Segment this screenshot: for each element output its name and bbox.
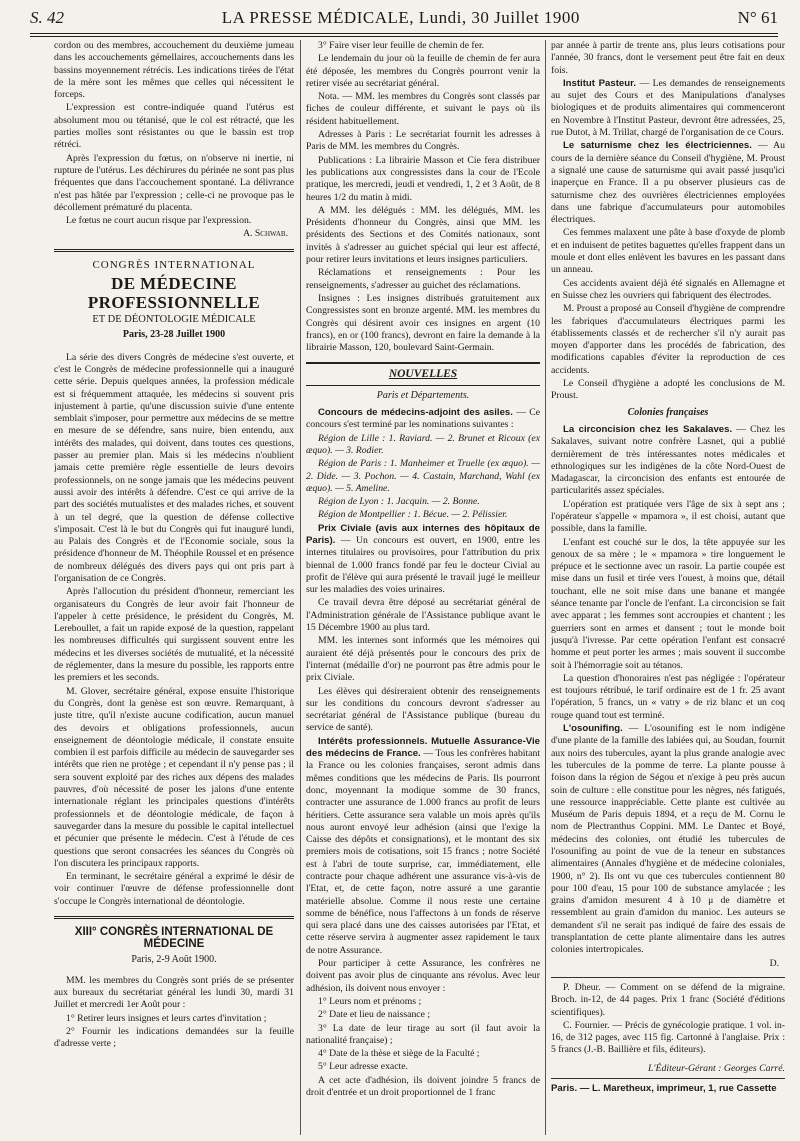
result-line: Région de Lille : 1. Raviard. — 2. Brunet et Ricoux (ex æquo). — 3. Rodier.: [306, 432, 540, 456]
nouvelles-title: NOUVELLES: [388, 368, 458, 381]
paragraph: Ces femmes malaxent une pâte à base d'oxyde de plomb et en induisent de petites baguettes qu'elles frappent dans un moule et dont elles enlèvent les bavures en les passant dans un anneau.: [551, 227, 785, 276]
paragraph: Ce travail devra être déposé au secrétariat général de l'Administration générale de l'Assistance publique avant le 15 Décembre 1900 au plus tard.: [306, 597, 540, 634]
printer-line: Paris. — L. Maretheux, imprimeur, 1, rue Cassette: [551, 1083, 777, 1095]
list-item: 1° Leurs nom et prénoms ;: [318, 995, 422, 1007]
paragraph: MM. les membres du Congrès sont priés de se présenter aux bureaux du secrétariat général les lundi 30, mardi 31 Juillet et mercredi 1er Août pour :: [54, 974, 294, 1011]
issue-number: N° 61: [737, 8, 778, 27]
paragraph: En terminant, le secrétaire général a exprimé le désir de voir continuer l'œuvre de défense professionnelle dont s'occupe le Congrès international de déontologie.: [54, 871, 294, 907]
section-separator: [54, 249, 294, 252]
editor-line: L'Éditeur-Gérant : Georges Carré.: [647, 1062, 785, 1074]
paragraph: MM. les internes sont informés que les mémoires qui auraient été déjà présentés pour le concours des prix de l'internat (médaille d'or) ne pourront pas être admis pour le prix Civiale.: [306, 635, 540, 684]
result-line: Région de Lyon : 1. Jacquin. — 2. Bonne.: [318, 496, 480, 508]
news-text: — Au cours de la dernière séance du Conseil d'hygiène, M. Proust a signalé une cause de saturnisme qui avait passé jusqu'ici inaperçue en France. Il a pu observer plusieurs cas de saturnisme chez des ouvrières électriciennes employées dans une fabrique d'accumulateurs pour automobiles électriques.: [551, 140, 785, 226]
paragraph: Le fœtus ne court aucun risque par l'expression.: [66, 215, 252, 227]
result-line: Région de Montpellier : 1. Bécue. — 2. Pélissier.: [318, 509, 508, 521]
news-heading: Prix Civiale (avis aux internes des hôpitaux de Paris).: [306, 522, 540, 546]
paragraph: Insignes : Les insignes distribués gratuitement aux Congressistes sont en bronze argenté. MM. les membres du Congrès qui désirent avoir ces insignes en argent (10 francs), en or (100 francs), devront en faire la demande à la librairie Masson, 120, boulevard Saint-Germain.: [306, 292, 540, 354]
congress2-date: Paris, 2-9 Août 1900.: [131, 953, 217, 965]
paragraph: Après l'allocution du président d'honneur, remerciant les organisateurs du Congrès de leur avoir fait l'honneur de l'appeler à cette présidence, le président du Congrès, M. Lereboullet, a fait un rapide exposé de la question, rappelant les nombreuses difficultés qui surgissent souvent entre les médecins et les diverses sociétés de mutualité, et la nécessité de réglementer, dans la mesure du possible, les rapports entre les premiers et les seconds.: [54, 586, 294, 684]
paragraph: 2° Fournir les indications demandées sur la feuille d'adresse verte ;: [54, 1026, 294, 1050]
paragraph: M. Proust a proposé au Conseil d'hygiène de comprendre les fabriques d'accumulateurs électriques parmi les établissements classés et de rechercher s'il n'y aurait pas moyen d'apporter dans les procédés de fabrication, des modifications capables d'éviter la reproduction de ces accidents.: [551, 303, 785, 376]
imprint-rule: [551, 1078, 785, 1079]
congress-title-line1: CONGRÈS INTERNATIONAL: [92, 258, 256, 271]
paragraph: Le lendemain du jour où la feuille de chemin de fer aura été déposée, les membres du Congrès pourront venir la retirer visée au secrétariat général.: [306, 53, 540, 89]
paragraph: Ces accidents avaient déjà été signalés en Allemagne et en Suisse chez les ouvriers qui fabriquent des électrodes.: [551, 277, 785, 301]
news-text: — Un concours est ouvert, en 1900, entre les internes titulaires ou provisoires, pour l'attribution du prix biennal de 1.000 francs fondé par feu le docteur Civial au profit de l'élève qui aura présenté le travail jugé le meilleur sur les maladies des voies urinaires.: [306, 534, 540, 596]
page-number: S. 42: [30, 8, 64, 27]
journal-title: LA PRESSE MÉDICALE, Lundi, 30 Juillet 1900: [221, 8, 580, 27]
bibliography-entry: C. Fournier. — Précis de gynécologie pratique. 1 vol. in-16, de 312 pages, avec 115 fig. Cartonné à l'anglaise. Prix : 5 francs (J.-B. Baillière et fils, éditeurs).: [551, 1019, 785, 1056]
news-heading: L'osounifing.: [563, 723, 623, 735]
list-item: 2° Date et lieu de naissance ;: [318, 1009, 431, 1021]
news-heading: Intérêts professionnels. Mutuelle Assurance-Vie des médecins de France.: [306, 735, 540, 760]
paragraph: L'opération est pratiquée vers l'âge de six à sept ans ; l'opérateur s'appelle « mpamora », il est choisi, autant que possible, dans la famille.: [551, 498, 785, 535]
nouvelles-box: [306, 362, 540, 385]
column-rule: [545, 40, 546, 1135]
paragraph: L'enfant est couché sur le dos, la tête appuyée sur les genoux de sa mère ; le « mpamora » tire longuement le prépuce et le sectionne avec un rasoir. La partie coupée est mise dans un fusil et tirée vers l'ouest, à moins que, détail touchant, elle ne soit mise dans une banane et mangée séance tenante par l'oncle de l'enfant. La circoncision se fait avec apparat ; les femmes sont accroupies et chantent ; les guerriers sont en armes et dansent ; tout le monde boit jusqu'à l'ivresse. Par cette opération l'enfant est consacré homme et peut porter les armes ; mais souvent il succombe soit à l'hémorragie soit au tétanos.: [551, 536, 785, 671]
paragraph: Publications : La librairie Masson et Cie fera distribuer les publications aux congressistes dans la cour de l'Ecole pratique, les mercredi, jeudi et vendredi, 1, 2 et 3 Août, de 8 heures 1/2 du matin à midi.: [306, 154, 540, 203]
news-text: — L'osounifing est le nom indigène d'une plante de la famille des labiées qui, au Soudan, fournit aux noirs des tubercules, ayant la plus grande analogie avec les tubercules de la pomme de terre. La plante pousse à foison dans la région de Ségou et n'exige à peu près aucun soin de culture : elle constitue pour les nègres, nés fatigués, une ressource inappréciable. Cette plante est cultivée au Muséum de Paris depuis 1894, et a reçu de M. Cornu le nom de Plectranthus Coppini. MM. Le Dantec et Boyé, médecins des colonies, ont étudié les tubercules de l'osounifing au point de vue de la teneur en substances alimentaires (Annales d'hygiène et de médecine coloniales, 1900, n° 2). Ils ont vu que ces tubercules contiennent 80 pour 100 d'eau, 15 pour 100 de substance amylacée ; les grains d'amidon mesurent 4 à 10 μ de diamètre et ressemblent au grain d'amidon du manioc. Les auteurs se demandent s'il ne serait pas indiqué de faire des essais de transplantation de cette plante alimentaire dans les autres colonies intertropicales.: [551, 723, 785, 956]
list-item: 5° Leur adresse exacte.: [318, 1061, 408, 1073]
paragraph: Réclamations et renseignements : Pour les renseignements, s'adresser au guichet des réclamations.: [306, 267, 540, 291]
news-text: — Chez les Sakalaves, suivant notre confrère Lasnet, qui a publié dernièrement de très intéressantes notes médicales et ethnologiques sur les indigènes de la côte Nord-Ouest de Madagascar, la circoncision des enfants est entourée de particularités assez spéciales.: [551, 423, 785, 497]
paragraph: A MM. les délégués : MM. les délégués, MM. les Présidents d'honneur du Congrès, ainsi que MM. les présidents des Sections et des Comités nationaux, sont invités à s'adresser au guichet spécial qui leur est affecté, pour retirer leurs invitations et leurs insignes particuliers.: [306, 204, 540, 266]
news-text: — Les demandes de renseignements au sujet des Cours et des Manipulations d'analyses biologiques et de produits alimentaires qui commenceront en Novembre à l'Institut Pasteur, devront être adressées, 25, rue Dutot, à M. Trillat, chargé de l'organisation de ce Cours.: [551, 77, 785, 139]
paragraph: M. Glover, secrétaire général, expose ensuite l'historique du Congrès, dont la genèse est son œuvre. Remarquant, à juste titre, qu'il n'existe aucune codification, aucun manuel des devoirs et obligations professionnels, aucun enseignement de déontologie médicale, il constate ensuite combien il est parfois difficile au médecin de sauvegarder ses intérêts que rien ne protège ; et cependant il n'y pense pas ; il sera souvent exploité par des riches aux dépens des malades pauvres, d'où nécessité de poser les jalons d'une entente internationale réglant les principales questions d'intérêts professionnels et de déontologie médicale, de façon à sauvegarder dans la mesure du possible le capital intellectuel et pécunier que présente le médecin. C'est à l'étude de ces questions que seront consacrées les séances du Congrès où l'on discutera les principaux rapports.: [54, 685, 294, 869]
column-3: [551, 40, 785, 1135]
paragraph: Adresses à Paris : Le secrétariat fournit les adresses à Paris de MM. les membres du Congrès.: [306, 129, 540, 153]
paragraph: La question d'honoraires n'est pas négligée : l'opérateur est toujours rétribué, le tarif ordinaire est de 1 fr. 25 avant l'opération, 5 francs, un « vatry » de riz blanc et un coq rouge quand tout est terminé.: [551, 672, 785, 721]
bibliography-rule: [551, 977, 785, 978]
paragraph: Les élèves qui désireraient obtenir des renseignements sur les conditions du concours devront s'adresser au secrétariat général de l'Assistance publique (bureau du service de santé).: [306, 685, 540, 734]
paragraph: La série des divers Congrès de médecine s'est ouverte, et c'est le Congrès de médecine professionnelle qui a inauguré cette série. Depuis quelques années, la profession médicale est si fréquemment attaquée, les médecins si souvent pris injustement à partie, qu'une discussion suivie d'une entente semblait s'imposer, pour permettre aux médecins de se mettre en mesure de se défendre, sans nuire, bien entendu, aux intérêts des malades, qui doivent, dans toutes ces questions, passer au premier plan. Mais si les médecins n'oublient jamais cette première règle essentielle de leurs devoirs professionnels, on ne songe jamais que les médecins peuvent aussi avoir des intérêts à défendre. C'est ce qui arrive de la part des sociétés mutualistes et des malades riches, et souvent à un tel degré, que la question de défense collective s'imposait. C'est là le but du Congrès qui fut inauguré lundi, au Palais des Congrès et de l'Economie sociale, sous la présidence d'honneur de M. Théophile Roussel et en présence de nombreux délégués des divers pays qui ont pris part à l'organisation de ce Congrès.: [54, 351, 294, 584]
page-header: [30, 4, 778, 32]
author-signature: D.: [769, 957, 779, 969]
news-heading: Le saturnisme chez les électriciennes.: [563, 140, 752, 152]
paragraph: L'expression est contre-indiquée quand l'utérus est absolument mou ou tétanisé, que le col est rétracté, que les parties molles sont résistantes ou que le bassin est trop rétréci.: [54, 102, 294, 151]
paragraph: Nota. — MM. les membres du Congrès sont classés par fiches de couleur différente, et suivant le pays où ils résident habituellement.: [306, 91, 540, 127]
section-separator: [54, 916, 294, 919]
bibliography-entry: P. Dheur. — Comment on se défend de la migraine. Broch. in-12, de 44 pages. Prix 1 franc (Société d'éditions scientifiques).: [551, 981, 785, 1018]
news-heading: La circoncision chez les Sakalaves.: [563, 423, 733, 435]
result-line: Région de Paris : 1. Manheimer et Truelle (ex æquo). — 2. Dide. — 3. Pochon. — 4. Castain, Marchand, Wahl (ex æquo). — 5. Ameline.: [306, 458, 540, 494]
paragraph: Le Conseil d'hygiène a adopté les conclusions de M. Proust.: [551, 378, 785, 402]
paragraph: 3° Faire viser leur feuille de chemin de fer.: [318, 40, 485, 51]
news-text: — Ce concours s'est terminé par les nominations suivantes :: [306, 407, 540, 431]
congress2-title: XIII° CONGRÈS INTERNATIONAL DE MÉDECINE: [74, 926, 274, 951]
header-rule: [30, 33, 778, 37]
nouvelles-subtitle: Paris et Départements.: [376, 389, 470, 401]
paragraph: Pour participer à cette Assurance, les confrères ne doivent pas avoir plus de cinquante ans révolus. Avec leur adhésion, ils doivent nous envoyer :: [306, 958, 540, 994]
paragraph: cordon ou des membres, accouchement du deuxième jumeau dans les accouchements gémellaires, accouchements dans les bassins moyennement rétrécis. Les indications tirées de l'état de la mère sont les mêmes que celles qui nécessitent le forceps.: [54, 40, 294, 101]
paragraph: Après l'expression du fœtus, on n'observe ni inertie, ni rupture de l'utérus. Les déchirures du périnée ne sont pas plus fréquentes que dans l'accouchement spontané. La délivrance n'est pas hâtée par l'expression ; celle-ci ne provoque pas le décollement prématuré du placenta.: [54, 152, 294, 213]
congress-title-line3: ET DE DÉONTOLOGIE MÉDICALE: [92, 314, 256, 326]
paragraph: 1° Retirer leurs insignes et leurs cartes d'invitation ;: [66, 1012, 267, 1024]
list-item: 3° La date de leur tirage au sort (il faut avoir la nationalité française) ;: [306, 1022, 540, 1046]
column-1: [54, 40, 294, 1135]
paragraph: A cet acte d'adhésion, ils doivent joindre 5 francs de droit d'entrée et un droit proportionnel de 1 franc: [306, 1074, 540, 1099]
list-item: 4° Date de la thèse et siège de la Faculté ;: [318, 1048, 480, 1060]
congress-title-line2: DE MÉDECINE PROFESSIONNELLE: [87, 274, 261, 313]
news-text: — Tous les confrères habitant la France ou les colonies françaises, seront admis dans mêmes conditions que les médecins de Paris. Ils pourront donc, moyennant la modique somme de 30 francs, contracter une assurance de 1.000 francs au profit de leurs héritiers. Cette assurance sera valable un mois après qu'ils nous auront envoyé leur adhésion (ainsi que l'exige la Caisse des dépôts et consignations), et le montant des six premiers mois de cotisations, soit 15 francs ; notre Société est à l'abri de toute surprise, car, immédiatement, elle contracte pour chaque adhérent une assurance vis-à-vis de l'Etat, et, de cette façon, notre assuré a une garantie matérielle absolue. Comme il nous reste une certaine somme de bénéfice, nous l'affectons à un fonds de réserve qui sera placé dans une des caisses autorisées par l'Etat, et cette réserve servira à augmenter assez rapidement le taux de notre Assurance.: [306, 748, 540, 956]
news-heading: Concours de médecins-adjoint des asiles.: [318, 407, 513, 419]
column-rule: [300, 40, 301, 1135]
colonies-rubric: Colonies françaises: [627, 406, 709, 418]
congress-date: Paris, 23-28 Juillet 1900: [122, 329, 226, 341]
paragraph: par année à partir de trente ans, plus leurs cotisations pour l'année, 30 francs, dont le versement peut être fait en deux fois.: [551, 40, 785, 76]
author-signature: A. Schwab.: [243, 228, 288, 240]
column-2: [306, 40, 540, 1135]
news-heading: Institut Pasteur.: [563, 77, 636, 89]
